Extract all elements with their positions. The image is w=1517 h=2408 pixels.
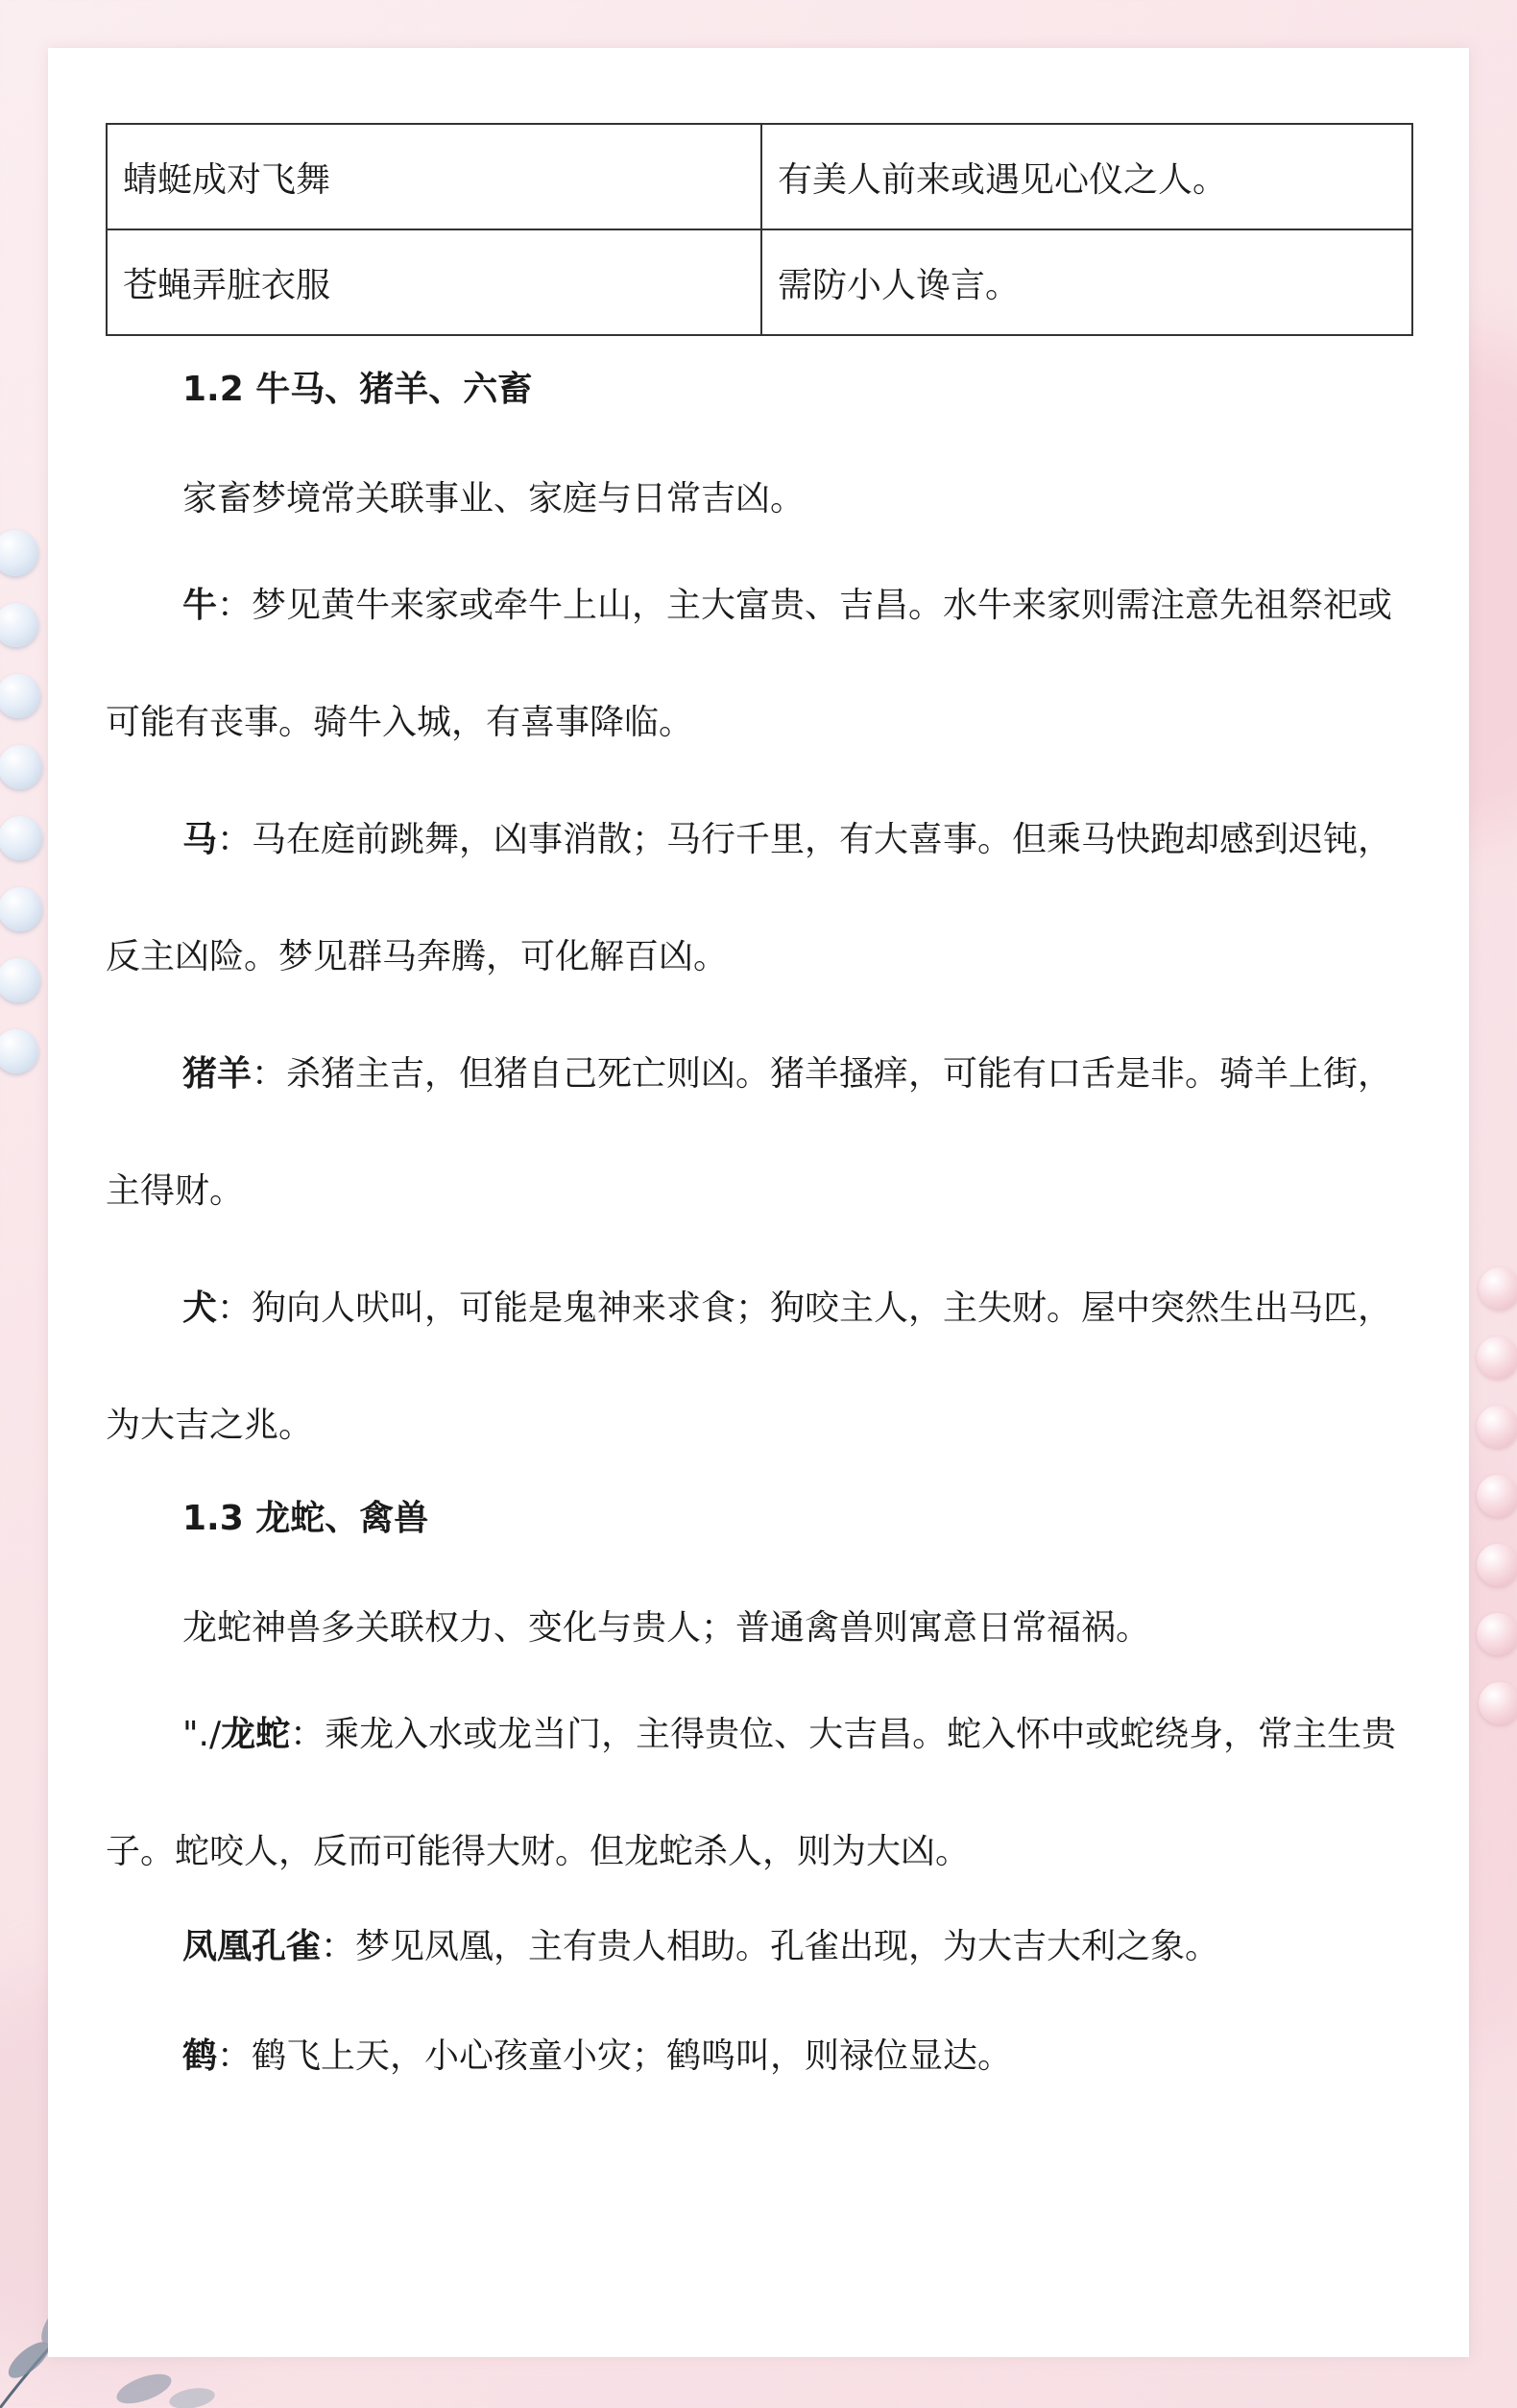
- pearl-bead-icon: [0, 887, 42, 931]
- table-cell-dream: 苍蝇弄脏衣服: [107, 229, 761, 335]
- pearl-bead-icon: [0, 1029, 38, 1073]
- pearl-bead-icon: [1477, 1336, 1517, 1379]
- paragraph-zhuyang: [106, 1016, 1413, 1250]
- table-cell-dream: 蜻蜓成对飞舞: [107, 124, 761, 229]
- paragraph-text: ：狗向人吠叫，可能是鬼神来求食；狗咬主人，主失财。屋中突然生出马匹，为大吉之兆。: [106, 1288, 1393, 1445]
- paragraph-longshe: [106, 1676, 1413, 1911]
- pearl-bead-icon: [0, 745, 42, 789]
- pearl-bead-icon: [0, 816, 42, 860]
- pearl-bead-icon: [0, 674, 40, 718]
- pearl-bead-icon: [0, 530, 38, 576]
- pearl-bead-icon: [1477, 1475, 1517, 1517]
- paragraph-niu: [106, 547, 1413, 782]
- paragraph-prefix: "./: [182, 1715, 222, 1754]
- pearl-bead-icon: [0, 958, 40, 1002]
- paragraph-text: ：杀猪主吉，但猪自己死亡则凶。猪羊搔痒，可能有口舌是非。骑羊上街，主得财。: [106, 1054, 1393, 1211]
- pearl-bead-icon: [0, 603, 38, 647]
- paragraph-text: ：梦见凤凰，主有贵人相助。孔雀出现，为大吉大利之象。: [321, 1927, 1220, 1966]
- table-cell-meaning: 有美人前来或遇见心仪之人。: [761, 124, 1412, 229]
- table-row: [107, 229, 1412, 335]
- document-content: [106, 123, 1413, 2083]
- pearl-bead-icon: [1477, 1406, 1517, 1448]
- paragraph-fenghuang: [106, 1920, 1413, 1974]
- term-label: 牛: [182, 586, 218, 625]
- pearl-bead-icon: [1477, 1544, 1517, 1586]
- paragraph-text: ：马在庭前跳舞，凶事消散；马行千里，有大喜事。但乘马快跑却感到迟钝，反主凶险。梦见群马奔腾，可化解百凶。: [106, 820, 1393, 976]
- paragraph-he: [106, 2030, 1413, 2083]
- paragraph-text: ：乘龙入水或龙当门，主得贵位、大吉昌。蛇入怀中或蛇绕身，常主生贵子。蛇咬人，反而可能得大财。但龙蛇杀人，则为大凶。: [106, 1715, 1397, 1871]
- term-label: 马: [182, 820, 218, 859]
- section-heading: 1.3 龙蛇、禽兽: [182, 1499, 429, 1538]
- pearl-bead-icon: [1477, 1613, 1517, 1655]
- term-label: 犬: [182, 1288, 218, 1328]
- paragraph-text: ：梦见黄牛来家或牵牛上山，主大富贵、吉昌。水牛来家则需注意先祖祭祀或可能有丧事。骑牛入城，有喜事降临。: [106, 586, 1393, 742]
- table-cell-meaning: 需防小人谗言。: [761, 229, 1412, 335]
- term-label: 猪羊: [182, 1054, 253, 1094]
- term-label: 龙蛇: [221, 1715, 291, 1754]
- paragraph-quan: [106, 1250, 1413, 1484]
- term-label: 鹤: [182, 2036, 218, 2076]
- term-label: 凤凰孔雀: [182, 1927, 322, 1966]
- section-intro: 家畜梦境常关联事业、家庭与日常吉凶。: [182, 479, 806, 518]
- pearl-bead-icon: [1479, 1682, 1517, 1724]
- pearl-bead-icon: [1479, 1267, 1517, 1310]
- paragraph-ma: [106, 782, 1413, 1016]
- section-heading: 1.2 牛马、猪羊、六畜: [182, 370, 533, 409]
- paragraph-text: ：鹤飞上天，小心孩童小灾；鹤鸣叫，则禄位显达。: [217, 2036, 1013, 2076]
- section-intro: 龙蛇神兽多关联权力、变化与贵人；普通禽兽则寓意日常福祸。: [182, 1608, 1151, 1648]
- dream-meaning-table: [106, 123, 1413, 336]
- document-page: [48, 48, 1469, 2357]
- table-row: [107, 124, 1412, 229]
